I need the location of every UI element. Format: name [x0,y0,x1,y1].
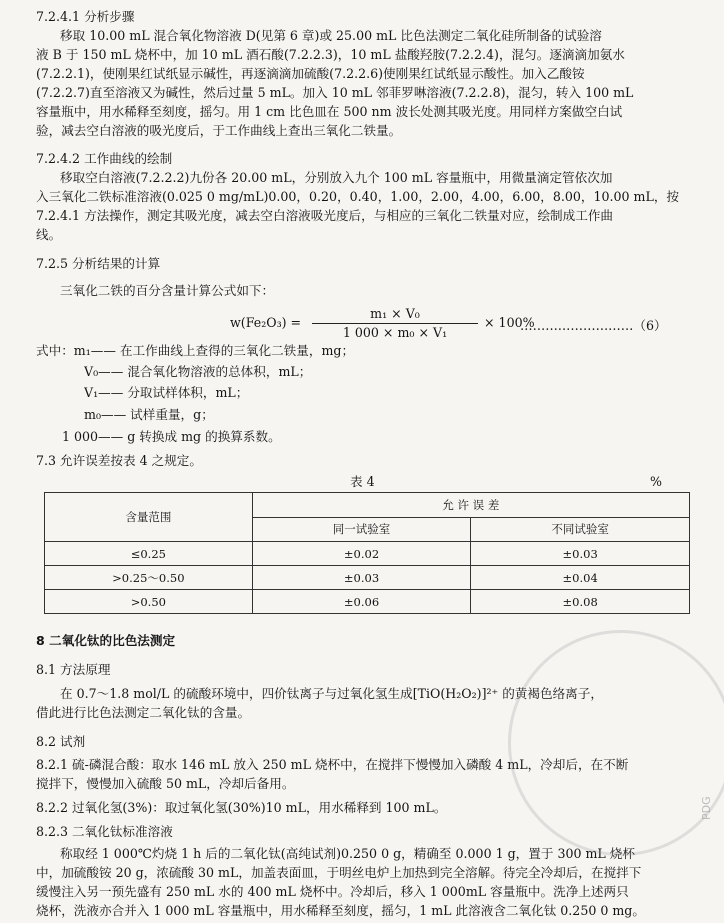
text-line: (7.2.2.7)直至溶液又为碱性，然后过量 5 mL。加入 10 mL 邻菲罗啉溶液(7.2.2.8)，混匀，转入 100 mL [36,85,634,100]
text-line: 7.2.4.1 分析步骤 [36,9,135,24]
table-caption: 表 4 [350,474,375,489]
text-line: 8.2.3 二氧化钛标准溶液 [36,824,173,839]
text-line: 液 B 于 150 mL 烧杯中，加 10 mL 酒石酸(7.2.2.3)，10 mL 盐酸羟胺(7.2.2.4)，混匀。逐滴滴加氨水 [36,47,625,62]
formula-rhs: × 100% [484,315,535,330]
formula-6 [230,306,700,342]
tolerance-table [44,492,690,614]
text-line: V₁—— 分取试样体积，mL； [84,385,249,400]
table-cell: ±0.08 [471,590,690,614]
table-header-tolerance: 允 许 误 差 [252,493,689,518]
table-row [45,590,690,614]
text-line: 1 000—— g 转换成 mg 的换算系数。 [62,429,281,444]
table-header-content-range: 含量范围 [45,493,253,542]
text-line: 8 二氧化钛的比色法测定 [36,633,176,648]
text-line: 8.2.1 硫-磷混合酸：取水 146 mL 放入 250 mL 烧杯中，在搅拌下慢慢加入磷酸 4 mL，冷却后，在不断 [36,757,629,772]
text-line: 8.2.2 过氧化氢(3%)：取过氧化氢(30%)10 mL，用水稀释到 100 mL。 [36,800,447,815]
text-line: 8.1 方法原理 [36,662,111,677]
table-subheader-same-lab: 同一试验室 [252,517,471,542]
text-line: 搅拌下，慢慢加入硫酸 50 mL，冷却后备用。 [36,776,295,791]
text-line: 烧杯，洗液亦合并入 1 000 mL 容量瓶中，用水稀释至刻度，摇匀，1 mL 此溶液含二氧化钛 0.250 0 mg。 [36,903,645,918]
text-line: 7.3 允许误差按表 4 之规定。 [36,453,202,468]
text-line: 移取 10.00 mL 混合氧化物溶液 D(见第 6 章)或 25.00 mL 比色法测定二氧化硅所制备的试验溶 [60,28,602,43]
text-line: 7.2.4.1 方法操作，测定其吸光度，减去空白溶液吸光度后，与相应的三氧化二铁量对应，绘制成工作曲 [36,208,614,223]
pdg-watermark: PDG [700,796,713,820]
table-subheader-different-lab: 不同试验室 [471,517,690,542]
table-unit: % [650,474,662,489]
text-line: 中，加硫酸铵 20 g，浓硫酸 30 mL，加盖表面皿，于明丝电炉上加热到完全溶解。待完全冷却后，在搅拌下 [36,865,642,880]
text-line: 验，减去空白溶液的吸光度后，于工作曲线上查出三氧化二铁量。 [36,123,402,138]
text-line: 线。 [36,227,62,242]
table-cell: ±0.03 [252,566,471,590]
text-line: 三氧化二铁的百分含量计算公式如下： [60,283,275,298]
text-line: 称取经 1 000℃灼烧 1 h 后的二氧化钛(高纯试剂)0.250 0 g，精确至 0.000 1 g，置于 300 mL 烧杯 [60,846,635,861]
text-line: 入三氧化二铁标准溶液(0.025 0 mg/mL)0.00，0.20，0.40，1.00，2.00，4.00，6.00，8.00，10.00 mL，按 [36,189,680,204]
formula-numerator: m₁ × V₀ [370,306,420,321]
formula-denominator: 1 000 × m₀ × V₁ [342,325,448,340]
table-cell: ±0.03 [471,542,690,566]
table-row [45,566,690,590]
text-line: 缓慢注入另一预先盛有 250 mL 水的 400 mL 烧杯中。冷却后，移入 1 000mL 容量瓶中。洗净上述两只 [36,884,629,899]
text-line: 8.2 试剂 [36,734,86,749]
text-line: 式中：m₁—— 在工作曲线上查得的三氧化二铁量，mg； [36,343,355,358]
formula-fraction [312,306,478,341]
text-line: 借此进行比色法测定二氧化钛的含量。 [36,705,251,720]
text-line: 7.2.4.2 工作曲线的绘制 [36,151,173,166]
table-cell: ±0.04 [471,566,690,590]
table-cell: ±0.02 [252,542,471,566]
table-cell: >0.50 [45,590,253,614]
formula-lhs: w(Fe₂O₃) = [230,315,302,330]
table-cell: ≤0.25 [45,542,253,566]
fraction-bar [312,323,478,324]
text-line: 移取空白溶液(7.2.2.2)九份各 20.00 mL，分别放入九个 100 mL 容量瓶中，用微量滴定管依次加 [60,170,613,185]
table-cell: ±0.06 [252,590,471,614]
text-line: 7.2.5 分析结果的计算 [36,256,161,271]
text-line: m₀—— 试样重量，g； [84,407,214,422]
table-row [45,542,690,566]
text-line: 容量瓶中，用水稀释至刻度，摇匀。用 1 cm 比色皿在 500 nm 波长处测其吸光度。用同样方案做空白试 [36,104,623,119]
equation-number: ………………………（6） [520,318,667,333]
text-line: V₀—— 混合氧化物溶液的总体积，mL； [84,364,312,379]
text-line: 在 0.7～1.8 mol/L 的硫酸环境中，四价钛离子与过氧化氢生成[TiO(H₂O₂)]²⁺ 的黄褐色络离子， [60,686,603,701]
text-line: (7.2.2.1)，使刚果红试纸显示碱性，再逐滴滴加硫酸(7.2.2.6)使刚果红试纸显示酸性。加入乙酸铵 [36,66,585,81]
table-cell: >0.25～0.50 [45,566,253,590]
